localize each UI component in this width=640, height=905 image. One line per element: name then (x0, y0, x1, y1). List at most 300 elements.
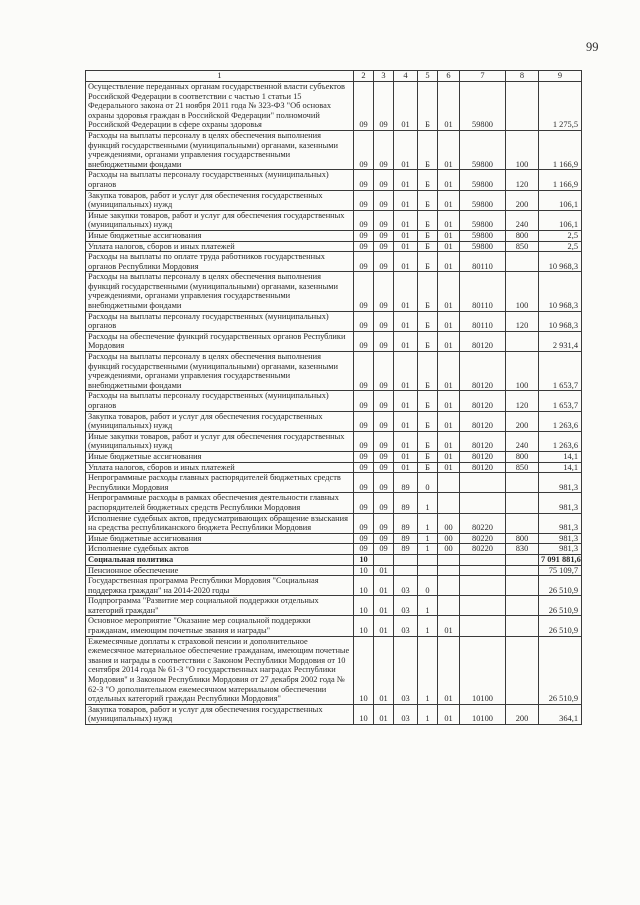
amount-cell: 981,3 (539, 473, 582, 493)
row-name: Закупка товаров, работ и услуг для обеспечения государственных (муниципальных) нужд (86, 190, 354, 210)
code-cell-c4: 01 (394, 210, 418, 230)
code-cell-c3: 09 (374, 352, 394, 391)
amount-cell: 1 653,7 (539, 391, 582, 411)
row-name: Непрограммные расходы в рамках обеспечения деятельности главных распорядителей бюджетных средств Республики Мордовия (86, 493, 354, 513)
amount-cell: 26 510,9 (539, 596, 582, 616)
code-cell-c5: Б (418, 170, 438, 190)
code-cell-c4: 01 (394, 272, 418, 311)
code-cell-c5: Б (418, 210, 438, 230)
table-row (86, 411, 582, 431)
code-cell-c8: 200 (506, 704, 539, 724)
code-cell-c2: 09 (354, 451, 374, 462)
code-cell-c3: 09 (374, 473, 394, 493)
code-cell-c2: 10 (354, 576, 374, 596)
amount-cell: 7 091 881,6 (539, 554, 582, 565)
code-cell-c2: 09 (354, 130, 374, 169)
code-cell-c7: 10100 (460, 704, 506, 724)
amount-cell: 1 275,5 (539, 82, 582, 131)
code-cell-c3: 09 (374, 82, 394, 131)
amount-cell: 10 968,3 (539, 252, 582, 272)
code-cell-c8: 120 (506, 170, 539, 190)
code-cell-c3 (374, 554, 394, 565)
code-cell-c4: 01 (394, 411, 418, 431)
code-cell-c8 (506, 554, 539, 565)
code-cell-c2: 10 (354, 554, 374, 565)
amount-cell: 1 166,9 (539, 130, 582, 169)
code-cell-c6: 01 (438, 170, 460, 190)
amount-cell: 14,1 (539, 462, 582, 473)
code-cell-c8: 120 (506, 391, 539, 411)
code-cell-c5: Б (418, 462, 438, 473)
table-row (86, 272, 582, 311)
code-cell-c3: 09 (374, 230, 394, 241)
code-cell-c7: 59800 (460, 230, 506, 241)
code-cell-c2: 09 (354, 230, 374, 241)
code-cell-c7: 80110 (460, 252, 506, 272)
row-name: Расходы на выплаты персоналу государственных (муниципальных) органов (86, 311, 354, 331)
amount-cell: 26 510,9 (539, 576, 582, 596)
column-header: 1 (86, 71, 354, 82)
code-cell-c7: 80120 (460, 331, 506, 351)
code-cell-c5: 1 (418, 616, 438, 636)
code-cell-c8: 100 (506, 272, 539, 311)
code-cell-c2: 10 (354, 596, 374, 616)
code-cell-c4 (394, 565, 418, 576)
code-cell-c3: 01 (374, 576, 394, 596)
code-cell-c7 (460, 596, 506, 616)
code-cell-c5: Б (418, 411, 438, 431)
column-header: 7 (460, 71, 506, 82)
row-name: Государственная программа Республики Мордовия "Социальная поддержка граждан" на 2014-2020 годы (86, 576, 354, 596)
code-cell-c3: 01 (374, 596, 394, 616)
code-cell-c3: 09 (374, 311, 394, 331)
code-cell-c7: 59800 (460, 210, 506, 230)
code-cell-c8: 830 (506, 544, 539, 555)
code-cell-c4: 03 (394, 616, 418, 636)
code-cell-c7: 80110 (460, 272, 506, 311)
table-row (86, 462, 582, 473)
column-header: 2 (354, 71, 374, 82)
amount-cell: 981,3 (539, 513, 582, 533)
code-cell-c5: Б (418, 311, 438, 331)
row-name: Расходы на выплаты по оплате труда работников государственных органов Республики Мордовия (86, 252, 354, 272)
code-cell-c8 (506, 616, 539, 636)
row-name: Исполнение судебных актов (86, 544, 354, 555)
code-cell-c5: Б (418, 230, 438, 241)
amount-cell: 106,1 (539, 210, 582, 230)
code-cell-c3: 09 (374, 513, 394, 533)
row-name: Основное мероприятие "Оказание мер социальной поддержки гражданам, имеющим почетные звания и награды" (86, 616, 354, 636)
budget-table (85, 70, 582, 725)
code-cell-c4: 03 (394, 576, 418, 596)
code-cell-c8 (506, 331, 539, 351)
code-cell-c4: 01 (394, 190, 418, 210)
table-row (86, 190, 582, 210)
code-cell-c2: 10 (354, 616, 374, 636)
code-cell-c4: 01 (394, 82, 418, 131)
code-cell-c7: 80120 (460, 391, 506, 411)
row-name: Расходы на выплаты персоналу в целях обеспечения выполнения функций государственными (муниципальными) органами, казенными учреждениями, органами управления государственными внебюджетными фондами (86, 272, 354, 311)
amount-cell: 26 510,9 (539, 616, 582, 636)
code-cell-c5: Б (418, 391, 438, 411)
code-cell-c7: 80120 (460, 411, 506, 431)
code-cell-c2: 09 (354, 170, 374, 190)
code-cell-c4: 01 (394, 252, 418, 272)
table-row (86, 616, 582, 636)
code-cell-c5: Б (418, 331, 438, 351)
table-row (86, 554, 582, 565)
code-cell-c3: 09 (374, 493, 394, 513)
code-cell-c4: 01 (394, 311, 418, 331)
code-cell-c8: 850 (506, 241, 539, 252)
row-name: Осуществление переданных органам государственной власти субъектов Российской Федерации в соответствии с частью 1 статьи 15 Федерального закона от 21 ноября 2011 года № 323-ФЗ "Об основах охраны здоровья граждан в Российской Федерации" полномочий Российской Федерации в сфере охраны здоровья (86, 82, 354, 131)
code-cell-c3: 01 (374, 616, 394, 636)
code-cell-c3: 09 (374, 411, 394, 431)
page-number: 99 (586, 40, 599, 54)
code-cell-c6: 01 (438, 230, 460, 241)
row-name: Исполнение судебных актов, предусматривающих обращение взыскания на средства республиканского бюджета Республики Мордовия (86, 513, 354, 533)
code-cell-c7 (460, 576, 506, 596)
table-row (86, 311, 582, 331)
row-name: Расходы на выплаты персоналу государственных (муниципальных) органов (86, 391, 354, 411)
code-cell-c7: 80120 (460, 462, 506, 473)
code-cell-c2: 09 (354, 544, 374, 555)
code-cell-c6 (438, 565, 460, 576)
amount-cell: 1 653,7 (539, 352, 582, 391)
code-cell-c3: 01 (374, 565, 394, 576)
code-cell-c5: 1 (418, 513, 438, 533)
code-cell-c3: 09 (374, 241, 394, 252)
code-cell-c2: 09 (354, 473, 374, 493)
code-cell-c3: 01 (374, 704, 394, 724)
code-cell-c7 (460, 473, 506, 493)
code-cell-c6 (438, 576, 460, 596)
column-header: 6 (438, 71, 460, 82)
table-row (86, 513, 582, 533)
row-name: Иные бюджетные ассигнования (86, 533, 354, 544)
code-cell-c6 (438, 473, 460, 493)
code-cell-c3: 09 (374, 431, 394, 451)
code-cell-c6: 01 (438, 311, 460, 331)
code-cell-c7: 80220 (460, 533, 506, 544)
code-cell-c2: 09 (354, 210, 374, 230)
code-cell-c8: 800 (506, 533, 539, 544)
table-body (86, 82, 582, 725)
code-cell-c8 (506, 596, 539, 616)
table-row (86, 576, 582, 596)
code-cell-c6: 01 (438, 636, 460, 704)
code-cell-c8: 800 (506, 451, 539, 462)
code-cell-c6: 01 (438, 411, 460, 431)
code-cell-c6: 01 (438, 451, 460, 462)
row-name: Уплата налогов, сборов и иных платежей (86, 462, 354, 473)
code-cell-c2: 09 (354, 533, 374, 544)
code-cell-c7 (460, 493, 506, 513)
code-cell-c2: 09 (354, 252, 374, 272)
code-cell-c5: Б (418, 431, 438, 451)
code-cell-c8: 240 (506, 210, 539, 230)
code-cell-c7: 80110 (460, 311, 506, 331)
code-cell-c4: 89 (394, 544, 418, 555)
code-cell-c5: 1 (418, 704, 438, 724)
code-cell-c4: 89 (394, 493, 418, 513)
code-cell-c7: 80120 (460, 451, 506, 462)
code-cell-c7 (460, 616, 506, 636)
row-name: Пенсионное обеспечение (86, 565, 354, 576)
code-cell-c6 (438, 493, 460, 513)
code-cell-c7: 59800 (460, 170, 506, 190)
code-cell-c3: 09 (374, 272, 394, 311)
table-row (86, 473, 582, 493)
table-row (86, 331, 582, 351)
code-cell-c4: 01 (394, 352, 418, 391)
table-row (86, 451, 582, 462)
amount-cell: 106,1 (539, 190, 582, 210)
code-cell-c4: 89 (394, 533, 418, 544)
code-cell-c4: 01 (394, 451, 418, 462)
code-cell-c8 (506, 493, 539, 513)
amount-cell: 10 968,3 (539, 311, 582, 331)
code-cell-c4: 01 (394, 241, 418, 252)
code-cell-c7: 59800 (460, 82, 506, 131)
code-cell-c3: 09 (374, 210, 394, 230)
code-cell-c5: 1 (418, 493, 438, 513)
code-cell-c4: 01 (394, 170, 418, 190)
code-cell-c3: 01 (374, 636, 394, 704)
code-cell-c5: 1 (418, 544, 438, 555)
code-cell-c5: Б (418, 352, 438, 391)
code-cell-c4 (394, 554, 418, 565)
table-row (86, 493, 582, 513)
column-header: 8 (506, 71, 539, 82)
code-cell-c6: 01 (438, 704, 460, 724)
code-cell-c6: 01 (438, 241, 460, 252)
code-cell-c8 (506, 513, 539, 533)
table-row (86, 431, 582, 451)
code-cell-c3: 09 (374, 462, 394, 473)
amount-cell: 1 166,9 (539, 170, 582, 190)
code-cell-c6: 00 (438, 533, 460, 544)
code-cell-c4: 01 (394, 331, 418, 351)
code-cell-c2: 09 (354, 493, 374, 513)
code-cell-c2: 09 (354, 272, 374, 311)
code-cell-c6 (438, 554, 460, 565)
table-row (86, 230, 582, 241)
code-cell-c6: 00 (438, 544, 460, 555)
code-cell-c6: 01 (438, 82, 460, 131)
amount-cell: 75 109,7 (539, 565, 582, 576)
code-cell-c4: 01 (394, 391, 418, 411)
amount-cell: 26 510,9 (539, 636, 582, 704)
table-row (86, 130, 582, 169)
code-cell-c7: 80120 (460, 352, 506, 391)
code-cell-c7: 80220 (460, 544, 506, 555)
code-cell-c6: 01 (438, 462, 460, 473)
table-row (86, 636, 582, 704)
code-cell-c6 (438, 596, 460, 616)
code-cell-c4: 89 (394, 513, 418, 533)
amount-cell: 981,3 (539, 544, 582, 555)
code-cell-c6: 01 (438, 431, 460, 451)
code-cell-c2: 09 (354, 331, 374, 351)
code-cell-c6: 01 (438, 130, 460, 169)
code-cell-c7: 80220 (460, 513, 506, 533)
code-cell-c3: 09 (374, 252, 394, 272)
column-header: 5 (418, 71, 438, 82)
code-cell-c6: 01 (438, 391, 460, 411)
code-cell-c2: 09 (354, 391, 374, 411)
code-cell-c3: 09 (374, 170, 394, 190)
table-row (86, 241, 582, 252)
row-name: Иные закупки товаров, работ и услуг для обеспечения государственных (муниципальных) нужд (86, 431, 354, 451)
row-name: Расходы на выплаты персоналу в целях обеспечения выполнения функций государственными (муниципальными) органами, казенными учреждениями, органами управления государственными внебюджетными фондами (86, 352, 354, 391)
code-cell-c2: 09 (354, 462, 374, 473)
code-cell-c3: 09 (374, 190, 394, 210)
code-cell-c2: 09 (354, 190, 374, 210)
table-row (86, 544, 582, 555)
code-cell-c3: 09 (374, 331, 394, 351)
code-cell-c4: 01 (394, 130, 418, 169)
code-cell-c7: 59800 (460, 241, 506, 252)
code-cell-c3: 09 (374, 533, 394, 544)
row-name: Расходы на выплаты персоналу в целях обеспечения выполнения функций государственными (муниципальными) органами, казенными учреждениями, органами управления государственными внебюджетными фондами (86, 130, 354, 169)
code-cell-c5: 1 (418, 533, 438, 544)
row-name: Уплата налогов, сборов и иных платежей (86, 241, 354, 252)
code-cell-c4: 03 (394, 636, 418, 704)
code-cell-c2: 09 (354, 241, 374, 252)
code-cell-c8: 800 (506, 230, 539, 241)
amount-cell: 981,3 (539, 533, 582, 544)
table-row (86, 352, 582, 391)
code-cell-c7 (460, 565, 506, 576)
code-cell-c8: 100 (506, 130, 539, 169)
code-cell-c7: 59800 (460, 190, 506, 210)
code-cell-c4: 03 (394, 704, 418, 724)
table-header-row (86, 71, 582, 82)
code-cell-c5: Б (418, 190, 438, 210)
code-cell-c6: 01 (438, 331, 460, 351)
code-cell-c6: 01 (438, 252, 460, 272)
amount-cell: 14,1 (539, 451, 582, 462)
code-cell-c6: 00 (438, 513, 460, 533)
code-cell-c3: 09 (374, 391, 394, 411)
code-cell-c7: 59800 (460, 130, 506, 169)
code-cell-c8: 100 (506, 352, 539, 391)
code-cell-c8 (506, 565, 539, 576)
row-name: Ежемесячные доплаты к страховой пенсии и дополнительное ежемесячное материальное обеспечение гражданам, имеющим почетные звания и награды в соответствии с Законом Республики Мордовия от 10 сентября 2014 года № 61-З "О государственных наградах Республики Мордовия" и Законом Республики Мордовия от 27 декабря 2002 года № 62-З "О дополнительном ежемесячном материальном обеспечении отдельных категорий граждан Республики Мордовия" (86, 636, 354, 704)
row-name: Расходы на выплаты персоналу государственных (муниципальных) органов (86, 170, 354, 190)
row-name: Непрограммные расходы главных распорядителей бюджетных средств Республики Мордовия (86, 473, 354, 493)
row-name: Закупка товаров, работ и услуг для обеспечения государственных (муниципальных) нужд (86, 411, 354, 431)
code-cell-c2: 10 (354, 704, 374, 724)
table-row (86, 252, 582, 272)
code-cell-c5: 1 (418, 636, 438, 704)
code-cell-c2: 09 (354, 82, 374, 131)
code-cell-c4: 89 (394, 473, 418, 493)
row-name: Иные бюджетные ассигнования (86, 230, 354, 241)
code-cell-c2: 09 (354, 513, 374, 533)
code-cell-c6: 01 (438, 616, 460, 636)
code-cell-c5: Б (418, 241, 438, 252)
column-header: 3 (374, 71, 394, 82)
amount-cell: 1 263,6 (539, 431, 582, 451)
code-cell-c3: 09 (374, 130, 394, 169)
amount-cell: 10 968,3 (539, 272, 582, 311)
code-cell-c2: 09 (354, 311, 374, 331)
table-row (86, 82, 582, 131)
code-cell-c5: Б (418, 252, 438, 272)
row-name: Социальная политика (86, 554, 354, 565)
code-cell-c4: 01 (394, 462, 418, 473)
column-header: 9 (539, 71, 582, 82)
code-cell-c2: 10 (354, 565, 374, 576)
code-cell-c6: 01 (438, 210, 460, 230)
code-cell-c5: Б (418, 451, 438, 462)
code-cell-c5: Б (418, 82, 438, 131)
code-cell-c8: 200 (506, 190, 539, 210)
table-row (86, 391, 582, 411)
row-name: Подпрограмма "Развитие мер социальной поддержки отдельных категорий граждан" (86, 596, 354, 616)
code-cell-c7: 80120 (460, 431, 506, 451)
table-row (86, 704, 582, 724)
code-cell-c5: Б (418, 130, 438, 169)
column-header: 4 (394, 71, 418, 82)
amount-cell: 2 931,4 (539, 331, 582, 351)
code-cell-c5: Б (418, 272, 438, 311)
table-row (86, 210, 582, 230)
code-cell-c5: 0 (418, 576, 438, 596)
code-cell-c5 (418, 565, 438, 576)
code-cell-c5: 0 (418, 473, 438, 493)
row-name: Иные закупки товаров, работ и услуг для обеспечения государственных (муниципальных) нужд (86, 210, 354, 230)
code-cell-c2: 10 (354, 636, 374, 704)
row-name: Иные бюджетные ассигнования (86, 451, 354, 462)
code-cell-c6: 01 (438, 352, 460, 391)
code-cell-c6: 01 (438, 190, 460, 210)
code-cell-c3: 09 (374, 451, 394, 462)
code-cell-c2: 09 (354, 411, 374, 431)
amount-cell: 2,5 (539, 241, 582, 252)
code-cell-c5 (418, 554, 438, 565)
code-cell-c8: 120 (506, 311, 539, 331)
code-cell-c8 (506, 252, 539, 272)
code-cell-c6: 01 (438, 272, 460, 311)
code-cell-c7 (460, 554, 506, 565)
code-cell-c4: 01 (394, 230, 418, 241)
code-cell-c8: 240 (506, 431, 539, 451)
table-row (86, 170, 582, 190)
table-row (86, 565, 582, 576)
code-cell-c8 (506, 473, 539, 493)
code-cell-c3: 09 (374, 544, 394, 555)
code-cell-c7: 10100 (460, 636, 506, 704)
code-cell-c4: 01 (394, 431, 418, 451)
table-row (86, 533, 582, 544)
row-name: Закупка товаров, работ и услуг для обеспечения государственных (муниципальных) нужд (86, 704, 354, 724)
code-cell-c4: 03 (394, 596, 418, 616)
row-name: Расходы на обеспечение функций государственных органов Республики Мордовия (86, 331, 354, 351)
amount-cell: 364,1 (539, 704, 582, 724)
amount-cell: 1 263,6 (539, 411, 582, 431)
amount-cell: 2,5 (539, 230, 582, 241)
code-cell-c8 (506, 82, 539, 131)
code-cell-c5: 1 (418, 596, 438, 616)
code-cell-c2: 09 (354, 431, 374, 451)
code-cell-c8: 200 (506, 411, 539, 431)
code-cell-c2: 09 (354, 352, 374, 391)
table-row (86, 596, 582, 616)
code-cell-c8 (506, 636, 539, 704)
